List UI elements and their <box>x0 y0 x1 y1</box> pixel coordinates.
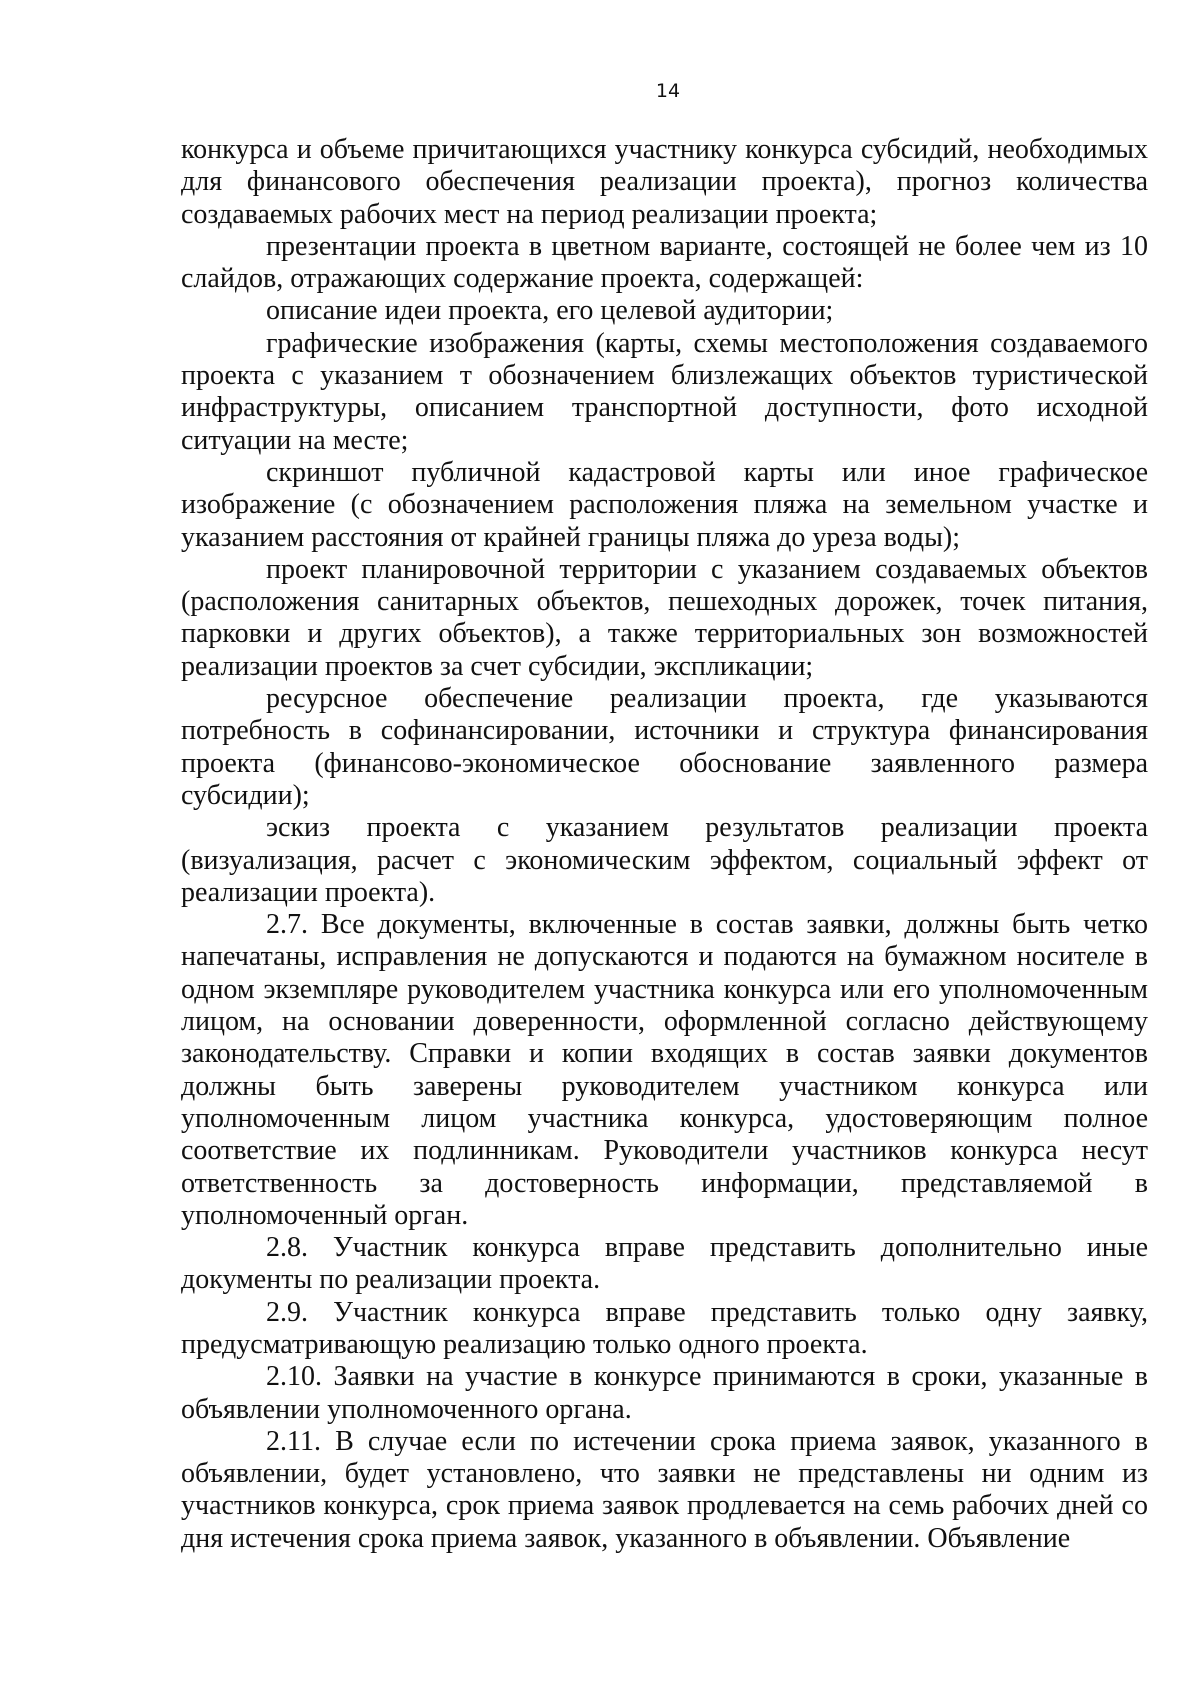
paragraph-sketch: эскиз проекта с указанием результатов реализации проекта (визуализация, расчет с экономическим эффектом, социальный эффект от реализации проекта). <box>181 812 1148 908</box>
paragraph-2-8: 2.8. Участник конкурса вправе представить дополнительно иные документы по реализации проекта. <box>181 1232 1148 1296</box>
paragraph-2-9: 2.9. Участник конкурса вправе представить только одну заявку, предусматривающую реализацию только одного проекта. <box>181 1296 1148 1360</box>
paragraph-idea: описание идеи проекта, его целевой аудитории; <box>266 295 834 327</box>
paragraph-2-7: 2.7. Все документы, включенные в состав заявки, должны быть четко напечатаны, исправления не допускаются и подаются на бумажном носителе в одном экземпляре руководителем участника конкурса или его уполномоченным лицом, на основании доверенности, оформленной согласно действующему законодательству. Справки и копии входящих в состав заявки документов должны быть заверены руководителем участником конкурса или уполномоченным лицом участника конкурса, удостоверяющим полное соответствие их подлинникам. Руководители участников конкурса несут ответственность за достоверность информации, представляемой в уполномоченный орган. <box>181 909 1148 1231</box>
paragraph-2-10: 2.10. Заявки на участие в конкурсе принимаются в сроки, указанные в объявлении уполномоченного органа. <box>181 1361 1148 1425</box>
document-body <box>181 134 1148 1555</box>
paragraph-presentation: презентации проекта в цветном варианте, состоящей не более чем из 10 слайдов, отражающих содержание проекта, содержащей: <box>181 230 1148 295</box>
paragraph-graphics: графические изображения (карты, схемы местоположения создаваемого проекта с указанием т обозначением близлежащих объектов туристической инфраструктуры, описанием транспортной доступности, фото исходной ситуации на месте; <box>181 327 1148 456</box>
paragraph-2-11: 2.11. В случае если по истечении срока приема заявок, указанного в объявлении, будет установлено, что заявки не представлены ни одним из участников конкурса, срок приема заявок продлевается на семь рабочих дней со дня истечения срока приема заявок, указанного в объявлении. Объявление <box>181 1425 1148 1554</box>
paragraph-screenshot: скриншот публичной кадастровой карты или иное графическое изображение (с обозначением расположения пляжа на земельном участке и указанием расстояния от крайней границы пляжа до уреза воды); <box>181 456 1148 553</box>
paragraph-resources: ресурсное обеспечение реализации проекта, где указываются потребность в софинансировании, источники и структура финансирования проекта (финансово-экономическое обоснование заявленного размера субсидии); <box>181 683 1148 811</box>
page-number: 14 <box>655 80 681 102</box>
paragraph-territory-plan: проект планировочной территории с указанием создаваемых объектов (расположения санитарных объектов, пешеходных дорожек, точек питания, парковки и других объектов), а также территориальных зон возможностей реализации проектов за счет субсидии, экспликации; <box>181 553 1148 682</box>
paragraph-continuation: конкурса и объеме причитающихся участнику конкурса субсидий, необходимых для финансового обеспечения реализации проекта), прогноз количества создаваемых рабочих мест на период реализации проекта; <box>181 134 1148 230</box>
